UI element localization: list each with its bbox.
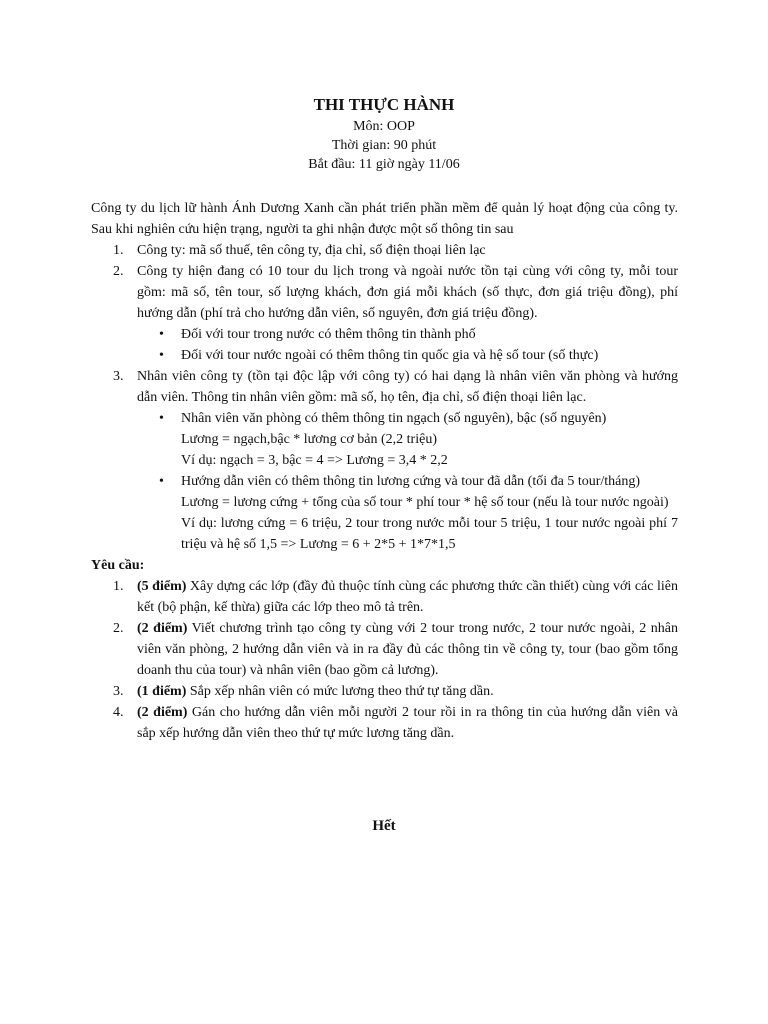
list-item: [91, 261, 678, 324]
points-label: (2 điểm): [137, 705, 188, 720]
subject-line: Môn: OOP: [353, 119, 415, 134]
end-marker: Hết: [372, 818, 396, 834]
list-number: 1.: [113, 243, 124, 258]
list-item-text: Công ty hiện đang có 10 tour du lịch trong và ngoài nước tồn tại cùng với công ty, mỗi tour gồm: mã số, tên tour, số lượng khách, đơn giá mỗi khách (số thực, đơn giá triệu đồng), phí hướng dẫn (phí trả cho hướng dẫn viên, số nguyên, đơn giá triệu đồng).: [137, 264, 678, 321]
list-number: 4.: [113, 705, 124, 720]
list-number: 3.: [113, 684, 124, 699]
bullet-text: Đối với tour trong nước có thêm thông tin thành phố: [181, 327, 476, 342]
formula-line: Lương = lương cứng + tổng của số tour * phí tour * hệ số tour (nếu là tour nước ngoài): [181, 495, 669, 510]
list-number: 3.: [113, 369, 124, 384]
bullet-text: Đối với tour nước ngoài có thêm thông tin quốc gia và hệ số tour (số thực): [181, 348, 599, 363]
start-time-line: Bắt đầu: 11 giờ ngày 11/06: [308, 157, 460, 172]
bullet-icon: •: [159, 348, 164, 363]
bullet-item: [91, 471, 678, 492]
bullet-text: Nhân viên văn phòng có thêm thông tin ngạch (số nguyên), bậc (số nguyên): [181, 411, 607, 426]
requirements-heading: Yêu cầu:: [91, 558, 145, 573]
points-label: (1 điểm): [137, 684, 187, 699]
requirement-text: Sắp xếp nhân viên có mức lương theo thứ tự tăng dần.: [186, 684, 494, 699]
list-number: 2.: [113, 621, 124, 636]
list-item: [91, 366, 678, 408]
intro-paragraph: Công ty du lịch lữ hành Ánh Dương Xanh cần phát triển phần mềm để quản lý hoạt động của công ty. Sau khi nghiên cứu hiện trạng, người ta ghi nhận được một số thông tin sau: [91, 201, 678, 237]
points-label: (2 điểm): [137, 621, 188, 636]
requirement-item: [91, 576, 678, 618]
duration-line: Thời gian: 90 phút: [331, 138, 437, 153]
requirement-text: Viết chương trình tạo công ty cùng với 2 tour trong nước, 2 tour nước ngoài, 2 nhân viên văn phòng, 2 hướng dẫn viên và in ra đầy đủ các thông tin về công ty, tour (bao gồm tổng doanh thu của tour) và nhân viên (bao gồm cả lương).: [137, 621, 678, 678]
requirement-item: [91, 702, 678, 744]
requirement-text: Gán cho hướng dẫn viên mỗi người 2 tour rồi in ra thông tin của hướng dẫn viên và sắp xếp hướng dẫn viên theo thứ tự mức lương tăng dần.: [137, 705, 678, 741]
document-body: [91, 198, 678, 744]
requirement-text: Xây dựng các lớp (đầy đủ thuộc tính cùng các phương thức cần thiết) cùng với các liên kết (bộ phận, kế thừa) giữa các lớp theo mô tả trên.: [137, 579, 678, 615]
bullet-icon: •: [159, 411, 164, 426]
bullet-item: [91, 408, 678, 429]
list-item: [91, 240, 678, 261]
bullet-text: Hướng dẫn viên có thêm thông tin lương cứng và tour đã dẫn (tối đa 5 tour/tháng): [181, 474, 641, 489]
document-header: [0, 93, 768, 174]
example-line: Ví dụ: lương cứng = 6 triệu, 2 tour trong nước mỗi tour 5 triệu, 1 tour nước ngoài phí 7 triệu và hệ số 1,5 => Lương = 6 + 2*5 + 1*7*1,5: [181, 516, 678, 552]
example-line: Ví dụ: ngạch = 3, bậc = 4 => Lương = 3,4 * 2,2: [181, 453, 448, 468]
requirement-item: [91, 681, 678, 702]
bullet-item: [91, 324, 678, 345]
bullet-item: [91, 345, 678, 366]
document-title: THI THỰC HÀNH: [313, 95, 455, 114]
list-number: 1.: [113, 579, 124, 594]
formula-line: Lương = ngạch,bậc * lương cơ bản (2,2 triệu): [181, 432, 437, 447]
list-item-text: Nhân viên công ty (tồn tại độc lập với công ty) có hai dạng là nhân viên văn phòng và hướng dẫn viên. Thông tin nhân viên gồm: mã số, họ tên, địa chỉ, số điện thoại liên lạc.: [137, 369, 678, 405]
requirement-item: [91, 618, 678, 681]
points-label: (5 điểm): [137, 579, 187, 594]
bullet-icon: •: [159, 474, 164, 489]
list-number: 2.: [113, 264, 124, 279]
list-item-text: Công ty: mã số thuế, tên công ty, địa chỉ, số điện thoại liên lạc: [137, 243, 486, 258]
bullet-icon: •: [159, 327, 164, 342]
